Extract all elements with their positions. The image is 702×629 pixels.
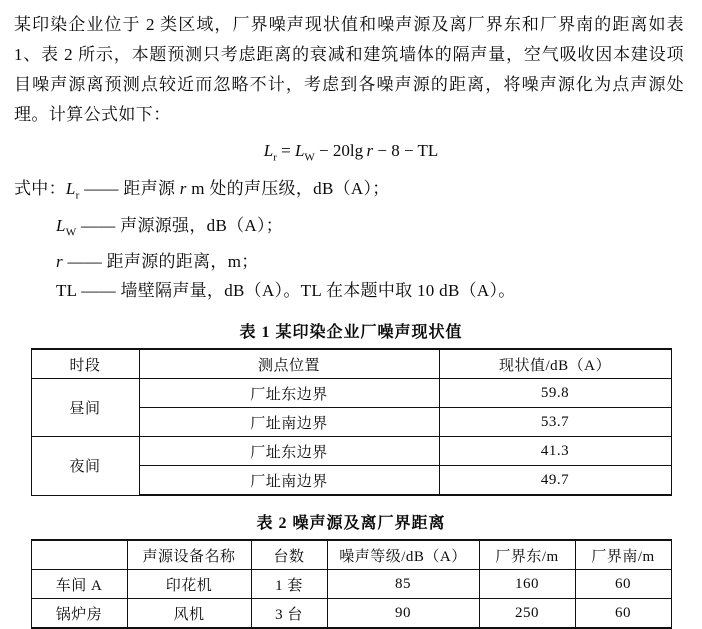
table-row-header	[31, 349, 671, 379]
th-location: 测点位置	[139, 349, 439, 379]
table-row	[31, 379, 671, 408]
cell-value: 49.7	[439, 466, 671, 496]
table-row-header	[31, 540, 671, 570]
cell-value: 53.7	[439, 408, 671, 437]
table-row	[31, 437, 671, 466]
th-value: 现状值/dB（A）	[439, 349, 671, 379]
th-east: 厂界东/m	[479, 540, 575, 570]
cell-site: 锅炉房	[31, 599, 127, 629]
cell-value: 59.8	[439, 379, 671, 408]
table1-title: 表 1 某印染企业厂噪声现状值	[239, 324, 463, 342]
cell-south: 60	[575, 570, 671, 599]
definition-tl: TL —— 墙壁隔声量，dB（A）。TL 在本题中取 10 dB（A）。	[56, 281, 516, 301]
cell-site: 车间 A	[31, 570, 127, 599]
table-row	[31, 570, 671, 599]
th-count: 台数	[251, 540, 327, 570]
cell-count: 1 套	[251, 570, 327, 599]
table-row	[31, 599, 671, 629]
cell-location: 厂址南边界	[139, 466, 439, 496]
cell-level: 85	[327, 570, 479, 599]
cell-east: 160	[479, 570, 575, 599]
cell-location: 厂址东边界	[139, 437, 439, 466]
cell-east: 250	[479, 599, 575, 629]
cell-period-day: 昼间	[31, 379, 139, 437]
formula-line: $L_r = L_W - 20\lg$ r − 8 − TL	[263, 141, 439, 164]
cell-south: 60	[575, 599, 671, 629]
cell-period-night: 夜间	[31, 437, 139, 496]
th-level: 噪声等级/dB（A）	[327, 540, 479, 570]
th-period: 时段	[31, 349, 139, 379]
table-noise-status	[31, 348, 672, 496]
where-line: 式中：$L_r$ —— 距声源 r m 处的声压级，dB（A）；	[14, 179, 390, 202]
table2-title: 表 2 噪声源及离厂界距离	[256, 515, 446, 533]
cell-value: 41.3	[439, 437, 671, 466]
cell-location: 厂址南边界	[139, 408, 439, 437]
cell-device: 风机	[127, 599, 251, 629]
cell-count: 3 台	[251, 599, 327, 629]
definition-r: r —— 距声源的距离，m；	[56, 252, 259, 272]
where-label: 式中：	[14, 179, 66, 199]
th-site	[31, 540, 127, 570]
cell-device: 印花机	[127, 570, 251, 599]
th-south: 厂界南/m	[575, 540, 671, 570]
table-noise-sources	[31, 539, 672, 629]
cell-level: 90	[327, 599, 479, 629]
definition-lw: $L_W$ —— 声源源强，dB（A）；	[56, 215, 284, 239]
cell-location: 厂址东边界	[139, 379, 439, 408]
th-device: 声源设备名称	[127, 540, 251, 570]
intro-paragraph: 某印染企业位于 2 类区域，厂界噪声现状值和噪声源及离厂界东和厂界南的距离如表 1、表 2 所示，本题预测只考虑距离的衰减和建筑墙体的隔声量，空气吸收因本建设项目噪声源离预测点较近而忽略不计，考虑到各噪声源的距离，将噪声源化为点声源处理。计算公式如下：	[14, 15, 684, 124]
